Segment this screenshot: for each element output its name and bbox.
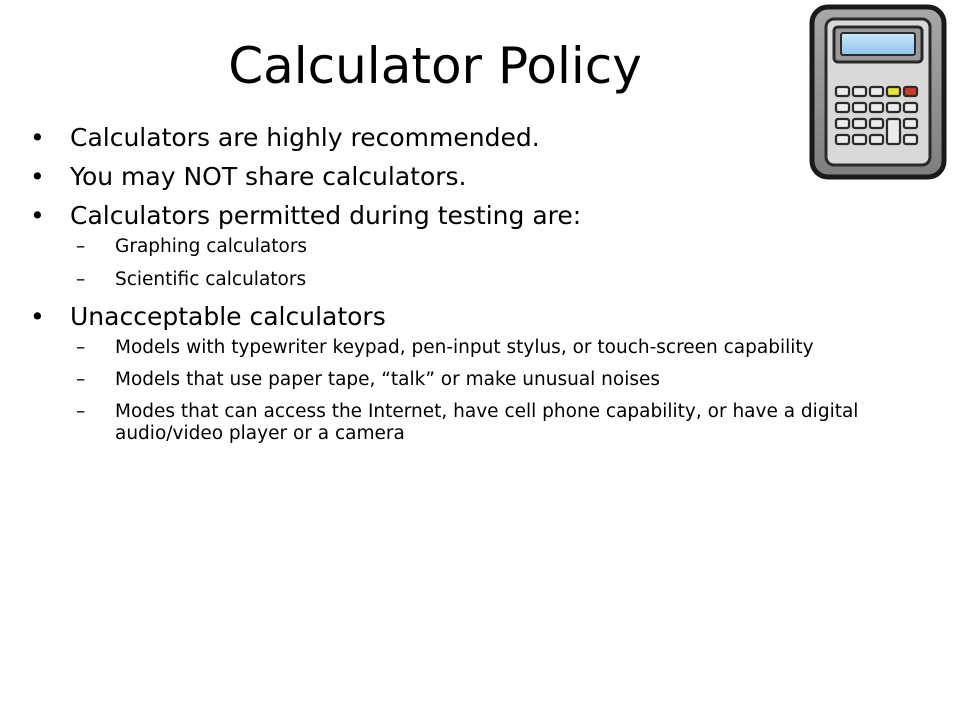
- sub-bullet-item: [70, 236, 945, 258]
- bullet-marker: •: [30, 123, 45, 152]
- sub-bullet-marker: –: [76, 401, 86, 422]
- sub-bullet-marker: –: [76, 369, 86, 390]
- sub-bullet-item: [70, 401, 945, 445]
- bullet-text: Calculators permitted during testing are:: [70, 201, 582, 230]
- permitted-list: [70, 236, 945, 291]
- bullet-marker: •: [30, 201, 45, 230]
- bullet-marker: •: [30, 162, 45, 191]
- slide-title: Calculator Policy: [228, 37, 642, 95]
- sub-bullet-item: [70, 269, 945, 291]
- bullet-list: [30, 123, 945, 455]
- bullet-marker: •: [30, 302, 45, 331]
- sub-bullet-marker: –: [76, 236, 86, 257]
- sub-bullet-marker: –: [76, 269, 86, 290]
- bullet-item: [30, 302, 945, 445]
- sub-bullet-marker: –: [76, 337, 86, 358]
- sub-bullet-text: Graphing calculators: [115, 236, 308, 257]
- bullet-item: [30, 201, 945, 291]
- bullet-item: [30, 162, 945, 192]
- bullet-text: Unacceptable calculators: [70, 302, 386, 331]
- sub-bullet-item: [70, 337, 945, 359]
- sub-bullet-text: Models that use paper tape, “talk” or make unusual noises: [115, 369, 661, 390]
- sub-bullet-item: [70, 369, 945, 391]
- sub-bullet-text: Modes that can access the Internet, have cell phone capability, or have a digital audio/video player or a camera: [115, 401, 859, 444]
- unacceptable-list: [70, 337, 945, 445]
- bullet-text: Calculators are highly recommended.: [70, 123, 540, 152]
- sub-bullet-text: Models with typewriter keypad, pen-input stylus, or touch-screen capability: [115, 337, 814, 358]
- sub-bullet-text: Scientific calculators: [115, 269, 307, 290]
- bullet-text: You may NOT share calculators.: [70, 162, 467, 191]
- bullet-item: [30, 123, 945, 153]
